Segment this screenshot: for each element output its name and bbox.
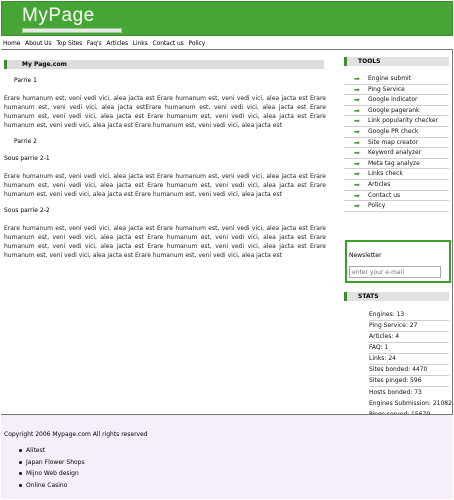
tool-item[interactable]: ➡ Policy	[344, 201, 449, 212]
tool-item[interactable]: ➡ Keyword analyzer	[344, 148, 449, 159]
arrow-right-icon: ➡	[354, 96, 360, 105]
tool-item[interactable]: ➡ Articles	[344, 180, 449, 191]
arrow-right-icon: ➡	[354, 191, 360, 200]
footer-link[interactable]: Japan Flower Shops	[19, 459, 85, 471]
stat-item: Engines: 13	[369, 311, 405, 318]
divider	[369, 353, 449, 354]
stat-item: Links: 24	[369, 355, 396, 362]
stat-item: Engines Submission: 21082	[369, 400, 452, 407]
copyright-text: Copyright 2006 Mypage.com All rights reserved	[4, 431, 148, 438]
arrow-right-icon: ➡	[354, 106, 360, 115]
nav-policy[interactable]: Policy	[188, 40, 206, 47]
site-logo[interactable]: MyPage	[22, 5, 95, 26]
tool-item[interactable]: ➡ Google PR check	[344, 127, 449, 138]
main-heading-bar	[4, 60, 324, 69]
arrow-right-icon: ➡	[354, 117, 360, 126]
footer-link[interactable]: Mijno Web design	[19, 470, 85, 482]
arrow-right-icon: ➡	[354, 85, 360, 94]
nav-contact-us[interactable]: Contact us	[152, 40, 184, 47]
footer-link[interactable]: Online Casino	[19, 482, 85, 494]
tool-item[interactable]: ➡ Meta tag analyze	[344, 159, 449, 170]
nav-links[interactable]: Links	[132, 40, 148, 47]
divider	[369, 331, 449, 332]
tools-list	[344, 74, 449, 212]
stat-item: Ping Service: 27	[369, 322, 418, 329]
divider	[369, 364, 449, 365]
arrow-right-icon: ➡	[354, 127, 360, 136]
tool-item[interactable]: ➡ Engine submit	[344, 74, 449, 85]
tool-item[interactable]: ➡ Links check	[344, 169, 449, 180]
divider	[369, 386, 449, 387]
stats-heading: STATS	[358, 293, 379, 300]
stat-item: FAQ: 1	[369, 344, 389, 351]
stats-heading-bar	[344, 292, 449, 301]
newsletter-email-input[interactable]	[349, 266, 441, 278]
footer-link[interactable]: Alitest	[19, 447, 85, 459]
arrow-right-icon: ➡	[354, 159, 360, 168]
nav-top-sites[interactable]: Top Sites	[56, 40, 83, 47]
divider	[369, 320, 449, 321]
nav-home[interactable]: Home	[3, 40, 21, 47]
tools-heading: TOOLS	[358, 58, 381, 65]
arrow-right-icon: ➡	[354, 138, 360, 147]
tool-item[interactable]: ➡ Google pagerank	[344, 106, 449, 117]
logo-underline-bar	[22, 28, 122, 33]
arrow-right-icon: ➡	[354, 149, 360, 158]
arrow-right-icon: ➡	[354, 75, 360, 83]
nav-articles[interactable]: Articles	[106, 40, 128, 47]
part1-title: Parrie 1	[14, 77, 37, 84]
stat-item: Sites pinged: 596	[369, 377, 422, 384]
tool-item[interactable]: ➡ Ping Service	[344, 85, 449, 96]
subpart-2-2-text: Erare humanum est, veni vedi vici, alea jacta est Erare humanum est, veni vedi vici, alea jacta est Erare humanum est, veni vedi vici, alea jacta est Erare humanum est, veni vedi vici, alea jacta est Erare humanum est, veni vedi vici, alea jacta est Erare humanum est, veni vedi vici, alea jacta est Erare humanum est, veni vedi vici, alea jacta est Erare humanum est, veni vedi vici, alea jacta est	[4, 225, 326, 259]
tool-item[interactable]: ➡ Google indicator	[344, 95, 449, 106]
arrow-right-icon: ➡	[354, 202, 360, 211]
stat-item: Sites bonded: 4470	[369, 366, 428, 373]
newsletter-box	[345, 240, 451, 283]
newsletter-title: Newsletter	[349, 252, 382, 259]
main-heading: My Page.com	[22, 61, 67, 68]
stat-item: Articles: 4	[369, 333, 400, 340]
subpart-2-1-text: Erare humanum est, veni vedi vici, alea jacta est Erare humanum est, veni vedi vici, alea jacta est Erare humanum est, veni vedi vici, alea jacta est Erare humanum est, veni vedi vici, alea jacta est Erare humanum est, veni vedi vici, alea jacta est Erare humanum est, veni vedi vici, alea jacta est	[4, 173, 326, 198]
tool-item[interactable]: ➡ Link popularity checker	[344, 116, 449, 127]
subpart-2-1-title: Sous parrie 2-1	[4, 155, 50, 162]
header	[1, 1, 453, 36]
subpart-2-2-title: Sous parrie 2-2	[4, 207, 50, 214]
footer-links	[19, 447, 85, 493]
footer	[1, 414, 453, 499]
top-navigation	[3, 40, 208, 47]
stat-item: Hosts bonded: 73	[369, 389, 422, 396]
nav-divider	[1, 49, 453, 50]
arrow-right-icon: ➡	[354, 180, 360, 189]
arrow-right-icon: ➡	[354, 170, 360, 179]
tools-heading-bar	[344, 57, 449, 66]
divider	[369, 375, 449, 376]
part1-text: Erare humanum est, veni vedi vici, alea jacta est Erare humanum est, veni vedi vici, alea jacta est Erare humanum est, veni vedi vici, alea jacta estErare humanum est, veni vedi vici, alea jacta est Erare humanum est, veni vedi vici, alea jacta est Erare humanum est, veni vedi vici, alea jacta est Erare humanum est, veni vedi vici, alea jacta est Erare humanum est, veni vedi vici, alea jacta est	[4, 95, 326, 129]
nav-about-us[interactable]: About Us	[25, 40, 52, 47]
tool-item[interactable]: ➡ Contact us	[344, 191, 449, 202]
divider	[369, 342, 449, 343]
tool-item[interactable]: ➡ Site map creator	[344, 138, 449, 149]
nav-faqs[interactable]: Faq's	[86, 40, 102, 47]
right-border	[452, 49, 453, 414]
part2-title: Parrie 2	[14, 138, 37, 145]
